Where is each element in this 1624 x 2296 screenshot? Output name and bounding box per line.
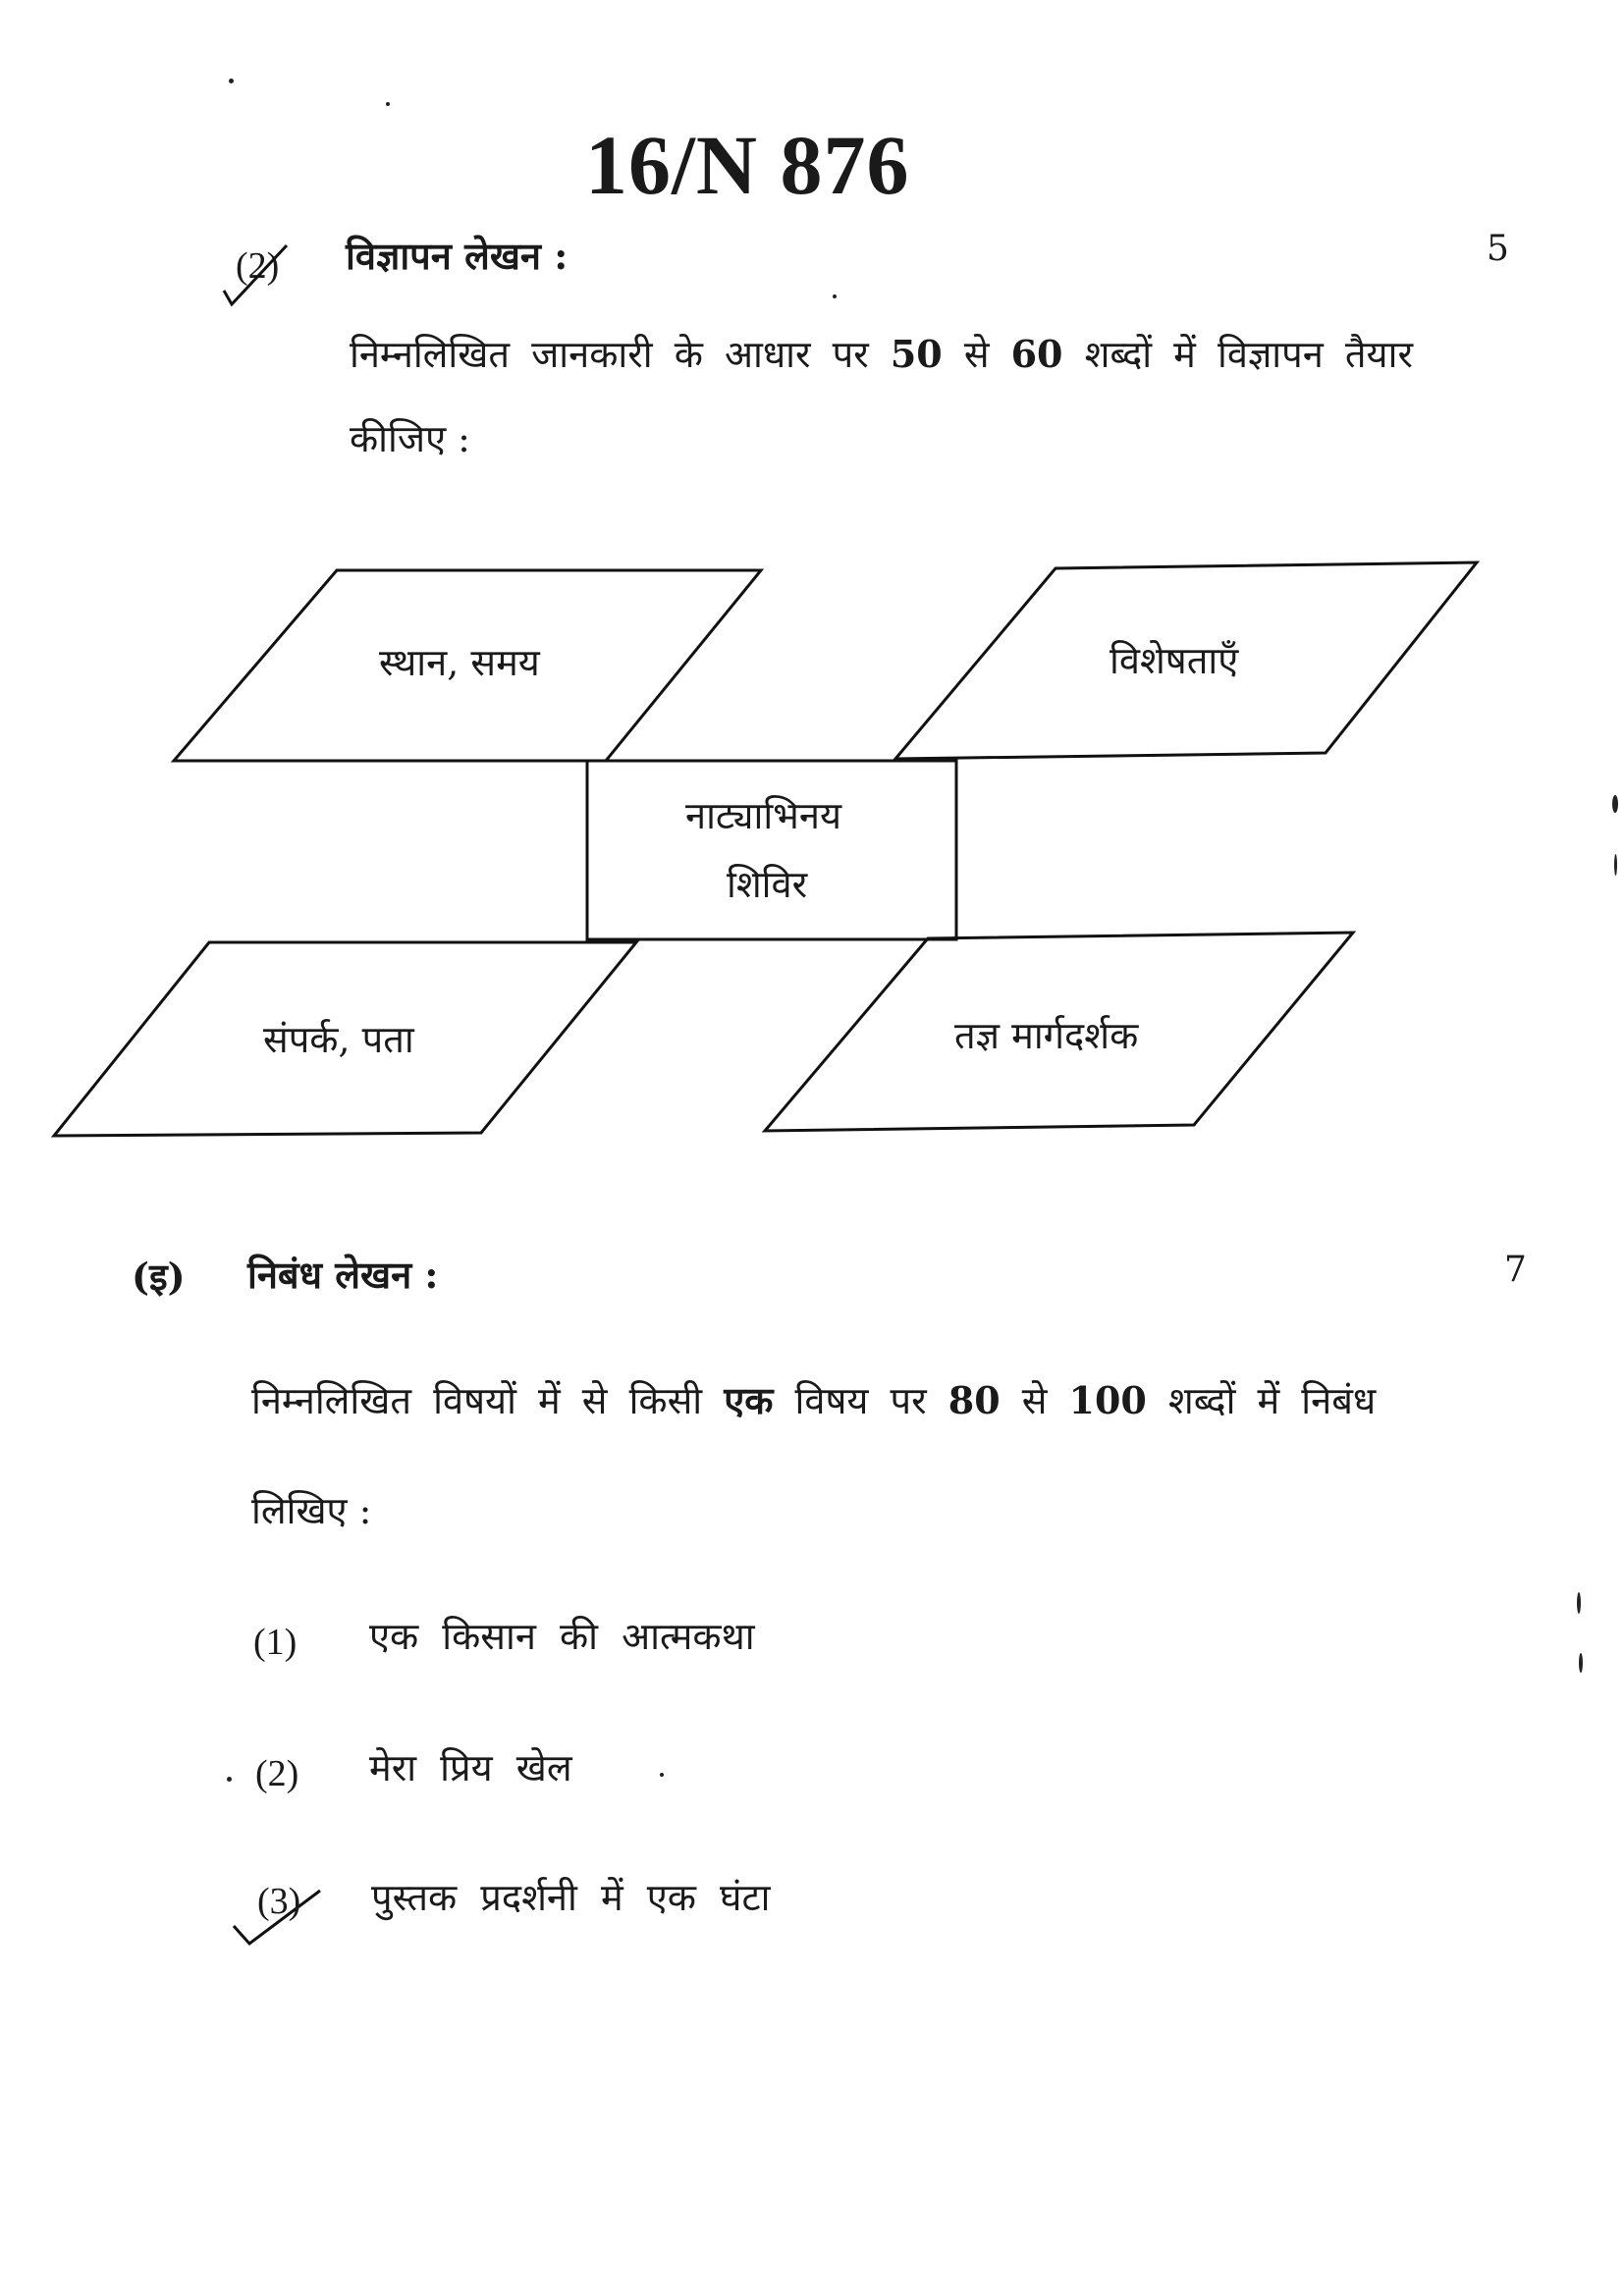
topic-number: (2) — [255, 1753, 299, 1794]
section-title: विज्ञापन लेखन : — [346, 234, 568, 278]
essay-instruction-line-2: लिखिए : — [251, 1489, 372, 1532]
topic-text: मेरा प्रिय खेल — [369, 1746, 572, 1789]
topic-number: (3) — [257, 1881, 301, 1922]
diagram-center-label-line-1: नाट्याभिनय — [685, 794, 842, 837]
word-count-max: 100 — [1068, 1378, 1147, 1422]
instruction-text: निम्नलिखित विषयों में से किसी — [251, 1379, 725, 1422]
instruction-text: विषय पर — [773, 1379, 948, 1422]
word-count-max: 60 — [1010, 332, 1063, 376]
tick-mark — [224, 245, 287, 304]
question-number: (इ) — [132, 1255, 186, 1299]
diagram-top-right-label: विशेषताएँ — [1110, 639, 1239, 682]
word-count-min: 50 — [890, 332, 943, 376]
section-marks: 7 — [1504, 1250, 1527, 1290]
instruction-text: से — [942, 333, 1011, 376]
topic-text: एक किसान की आत्मकथा — [369, 1615, 755, 1658]
diagram-top-left-label: स्थान, समय — [379, 641, 540, 684]
instruction-line-2: कीजिए : — [350, 417, 470, 460]
instruction-text: शब्दों में विज्ञापन तैयार — [1062, 333, 1413, 376]
section-title: निबंध लेखन : — [247, 1253, 439, 1297]
instruction-emphasis: एक — [724, 1378, 774, 1422]
instruction-text: से — [1000, 1379, 1069, 1422]
diagram-bottom-left-label: संपर्क, पता — [263, 1018, 414, 1061]
instruction-text: शब्दों में निबंध — [1146, 1379, 1377, 1422]
word-count-min: 80 — [947, 1378, 1001, 1422]
question-number: (2) — [236, 245, 280, 287]
paper-code: 16/N 876 — [585, 118, 910, 212]
topic-number: (1) — [253, 1622, 298, 1663]
diagram-center-label-line-2: शिविर — [727, 863, 808, 906]
section-marks: 5 — [1487, 229, 1509, 269]
diagram-bottom-right-label: तज्ञ मार्गदर्शक — [954, 1014, 1139, 1057]
center-box — [587, 761, 956, 939]
topic-text: पुस्तक प्रदर्शनी में एक घंटा — [371, 1876, 771, 1919]
essay-instruction-line-1 — [251, 1376, 1376, 1425]
instruction-text: निम्नलिखित जानकारी के आधार पर — [350, 333, 891, 376]
